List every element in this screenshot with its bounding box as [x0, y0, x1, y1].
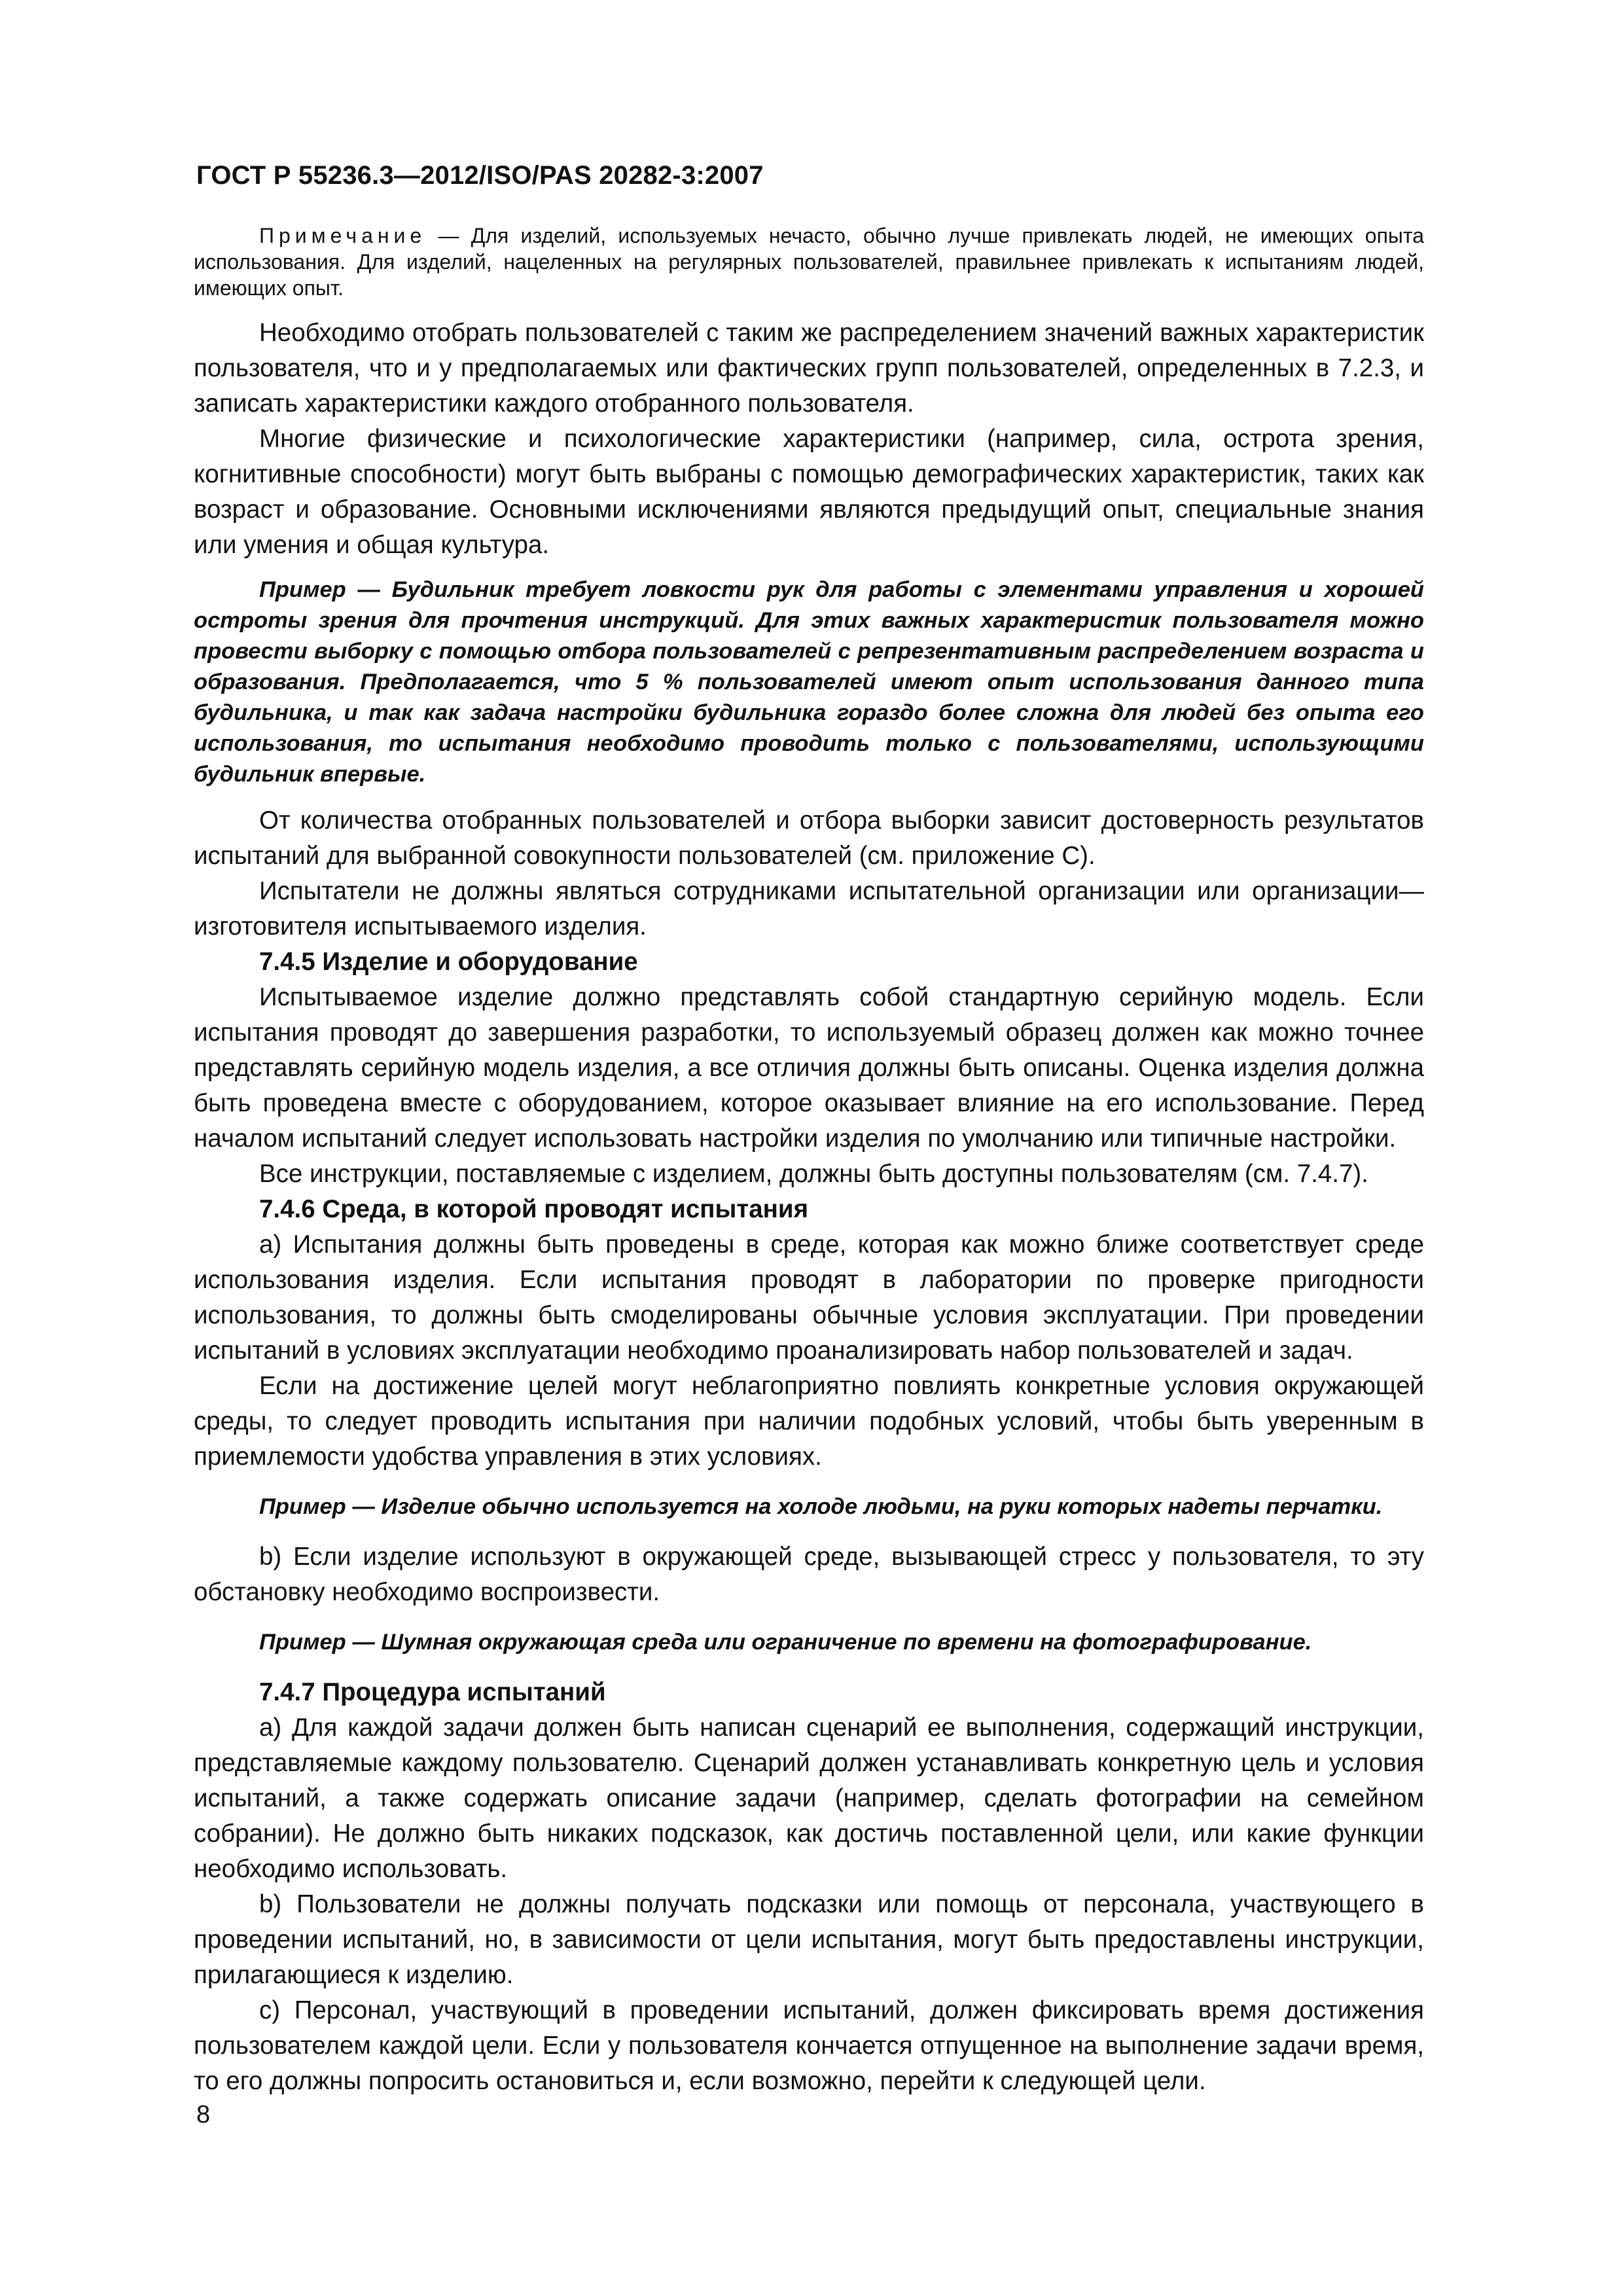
- example-noisy-environment: Пример — Шумная окружающая среда или ограничение по времени на фотографирование.: [259, 1630, 1312, 1655]
- paragraph-4: Испытатели не должны являться сотрудниками испытательной организации или организации—изготовителя испытываемого изделия.: [194, 877, 1424, 941]
- paragraph-1: Необходимо отобрать пользователей с таким же распределением значений важных характеристик пользователя, что и у предполагаемых или фактических групп пользователей, определенных в 7.2.3, и записать характеристики каждого отобранного пользователя.: [194, 319, 1424, 418]
- section-heading-7-4-7: 7.4.7 Процедура испытаний: [259, 1678, 606, 1706]
- paragraph-8: Если на достижение целей могут неблагоприятно повлиять конкретные условия окружающей среды, то следует проводить испытания при наличии подобных условий, чтобы быть уверенным в приемлемости удобства управления в этих условиях.: [194, 1372, 1424, 1471]
- paragraph-2: Многие физические и психологические характеристики (например, сила, острота зрения, когнитивные способности) могут быть выбраны с помощью демографических характеристик, таких как возраст и образование. Основными исключениями являются предыдущий опыт, специальные знания или умения и общая культура.: [194, 425, 1424, 559]
- paragraph-9: b) Если изделие используют в окружающей среде, вызывающей стресс у пользователя, то эту обстановку необходимо воспроизвести.: [194, 1543, 1424, 1606]
- section-heading-7-4-6: 7.4.6 Среда, в которой проводят испытания: [259, 1195, 809, 1223]
- paragraph-12: c) Персонал, участвующий в проведении испытаний, должен фиксировать время достижения пользователем каждой цели. Если у пользователя кончается отпущенное на выполнение задачи время, то его должны попросить остановиться и, если возможно, перейти к следующей цели.: [194, 1996, 1424, 2095]
- document-header: ГОСТ Р 55236.3—2012/ISO/PAS 20282-3:2007: [196, 161, 764, 190]
- paragraph-7: a) Испытания должны быть проведены в среде, которая как можно ближе соответствует среде использования изделия. Если испытания проводят в лаборатории по проверке пригодности использования, то должны быть смоделированы обычные условия эксплуатации. При проведении испытаний в условиях эксплуатации необходимо проанализировать набор пользователей и задач.: [194, 1230, 1424, 1365]
- paragraph-10: a) Для каждой задачи должен быть написан сценарий ее выполнения, содержащий инструкции, представляемые каждому пользователю. Сценарий должен устанавливать конкретную цель и условия испытаний, а также содержать описание задачи (например, сделать фотографии на семейном собрании). Не должно быть никаких подсказок, как достичь поставленной цели, или какие функции необходимо использовать.: [194, 1713, 1424, 1883]
- paragraph-6: Все инструкции, поставляемые с изделием, должны быть доступны пользователям (см. 7.4.7).: [259, 1160, 1368, 1188]
- note-lead: Примечание: [259, 224, 427, 247]
- document-body: [194, 223, 1424, 2099]
- example-cold-gloves: Пример — Изделие обычно используется на холоде людьми, на руки которых надеты перчатки.: [259, 1494, 1383, 1519]
- paragraph-3: От количества отобранных пользователей и отбора выборки зависит достоверность результатов испытаний для выбранной совокупности пользователей (см. приложение С).: [194, 806, 1424, 870]
- example-alarm-clock: Пример — Будильник требует ловкости рук для работы с элементами управления и хорошей остроты зрения для прочтения инструкций. Для этих важных характеристик пользователя можно провести выборку с помощью отбора пользователей с репрезентативным распределением возраста и образования. Предполагается, что 5 % пользователей имеют опыт использования данного типа будильника, и так как задача настройки будильника гораздо более сложна для людей без опыта его использования, то испытания необходимо проводить только с пользователями, использующими будильник впервые.: [194, 577, 1424, 787]
- paragraph-11: b) Пользователи не должны получать подсказки или помощь от персонала, участвующего в проведении испытаний, но, в зависимости от цели испытания, могут быть предоставлены инструкции, прилагающиеся к изделию.: [194, 1890, 1424, 1989]
- paragraph-5: Испытываемое изделие должно представлять собой стандартную серийную модель. Если испытания проводят до завершения разработки, то используемый образец должен как можно точнее представлять серийную модель изделия, а все отличия должны быть описаны. Оценка изделия должна быть проведена вместе с оборудованием, которое оказывает влияние на его использование. Перед началом испытаний следует использовать настройки изделия по умолчанию или типичные настройки.: [194, 983, 1424, 1153]
- note-text: — Для изделий, используемых нечасто, обычно лучше привлекать людей, не имеющих опыта использования. Для изделий, нацеленных на регулярных пользователей, правильнее привлекать к испытаниям людей, имеющих опыт.: [194, 224, 1425, 300]
- section-heading-7-4-5: 7.4.5 Изделие и оборудование: [259, 948, 638, 976]
- page-number: 8: [196, 2101, 211, 2128]
- note-paragraph: [194, 223, 1424, 301]
